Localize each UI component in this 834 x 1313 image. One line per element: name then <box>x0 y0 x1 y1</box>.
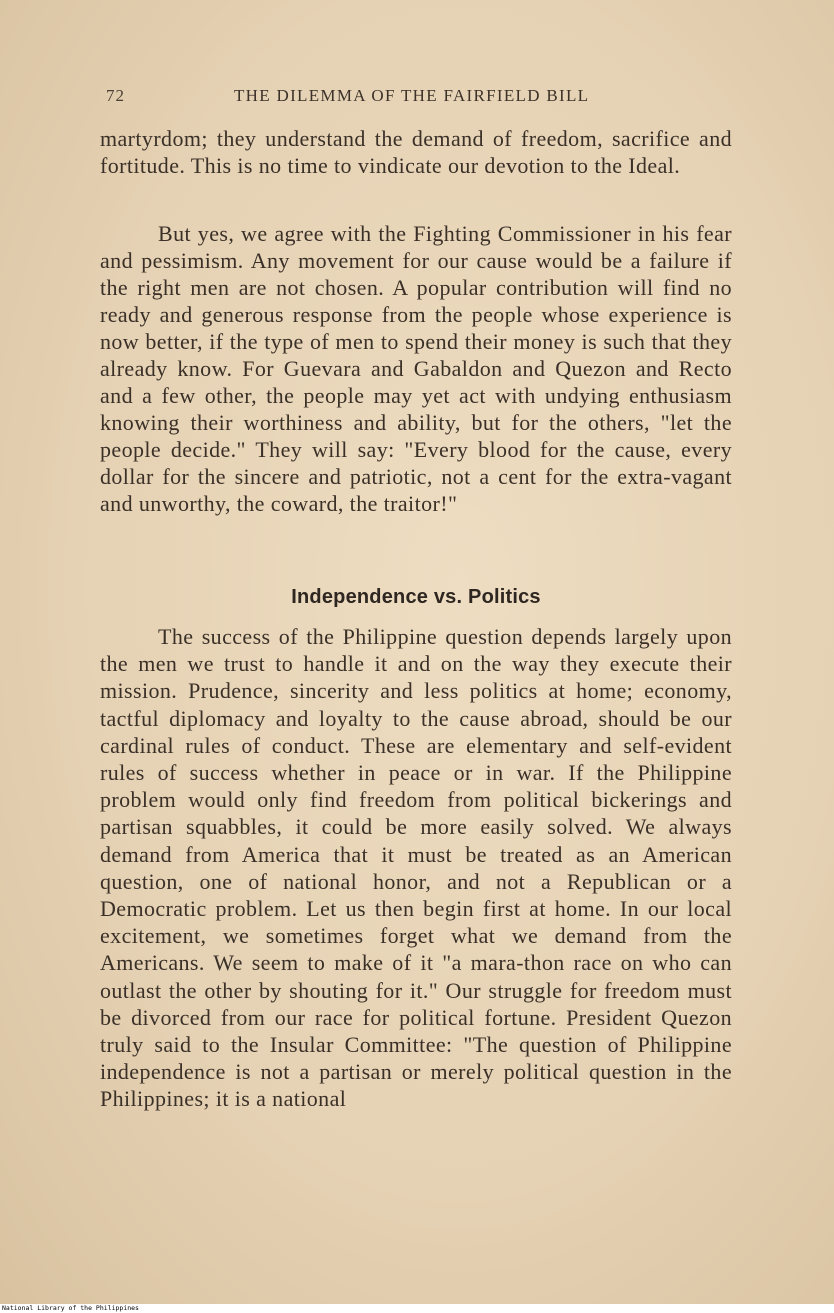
footer-bar <box>0 1304 834 1313</box>
body-paragraph-2: But yes, we agree with the Fighting Commissioner in his fear and pessimism. Any movement for our cause would be a failure if the right men are not chosen. A popular contribution will find no ready and generous response from the people whose experience is now better, if the type of men to spend their money is such that they already know. For Guevara and Gabaldon and Quezon and Recto and a few other, the people may yet act with undying enthusiasm knowing their worthiness and ability, but for the others, "let the people decide." They will say: "Every blood for the cause, every dollar for the sincere and patriotic, not a cent for the extra-vagant and unworthy, the coward, the traitor!" <box>100 221 732 516</box>
page-number: 72 <box>106 86 125 105</box>
running-head <box>106 86 736 110</box>
body-paragraph-1: martyrdom; they understand the demand of freedom, sacrifice and fortitude. This is no time to vindicate our devotion to the Ideal. <box>100 126 732 178</box>
running-title: THE DILEMMA OF THE FAIRFIELD BILL <box>234 86 590 105</box>
section-heading: Independence vs. Politics <box>291 586 541 608</box>
body-paragraph-3: The success of the Philippine question depends largely upon the men we trust to handle it and on the way they execute their mission. Prudence, sincerity and less politics at home; economy, tactful diplomacy and loyalty to the cause abroad, should be our cardinal rules of conduct. These are elementary and self-evident rules of success whether in peace or in war. If the Philippine problem would only find freedom from political bickerings and partisan squabbles, it could be more easily solved. We always demand from America that it must be treated as an American question, one of national honor, and not a Republican or a Democratic problem. Let us then begin first at home. In our local excitement, we sometimes forget what we demand from the Americans. We seem to make of it "a mara-thon race on who can outlast the other by shouting for it." Our struggle for freedom must be divorced from our race for political fortune. President Quezon truly said to the Insular Committee: "The question of Philippine independence is not a partisan or merely political question in the Philippines; it is a national <box>100 624 732 1112</box>
library-watermark: National Library of the Philippines <box>2 1304 139 1312</box>
